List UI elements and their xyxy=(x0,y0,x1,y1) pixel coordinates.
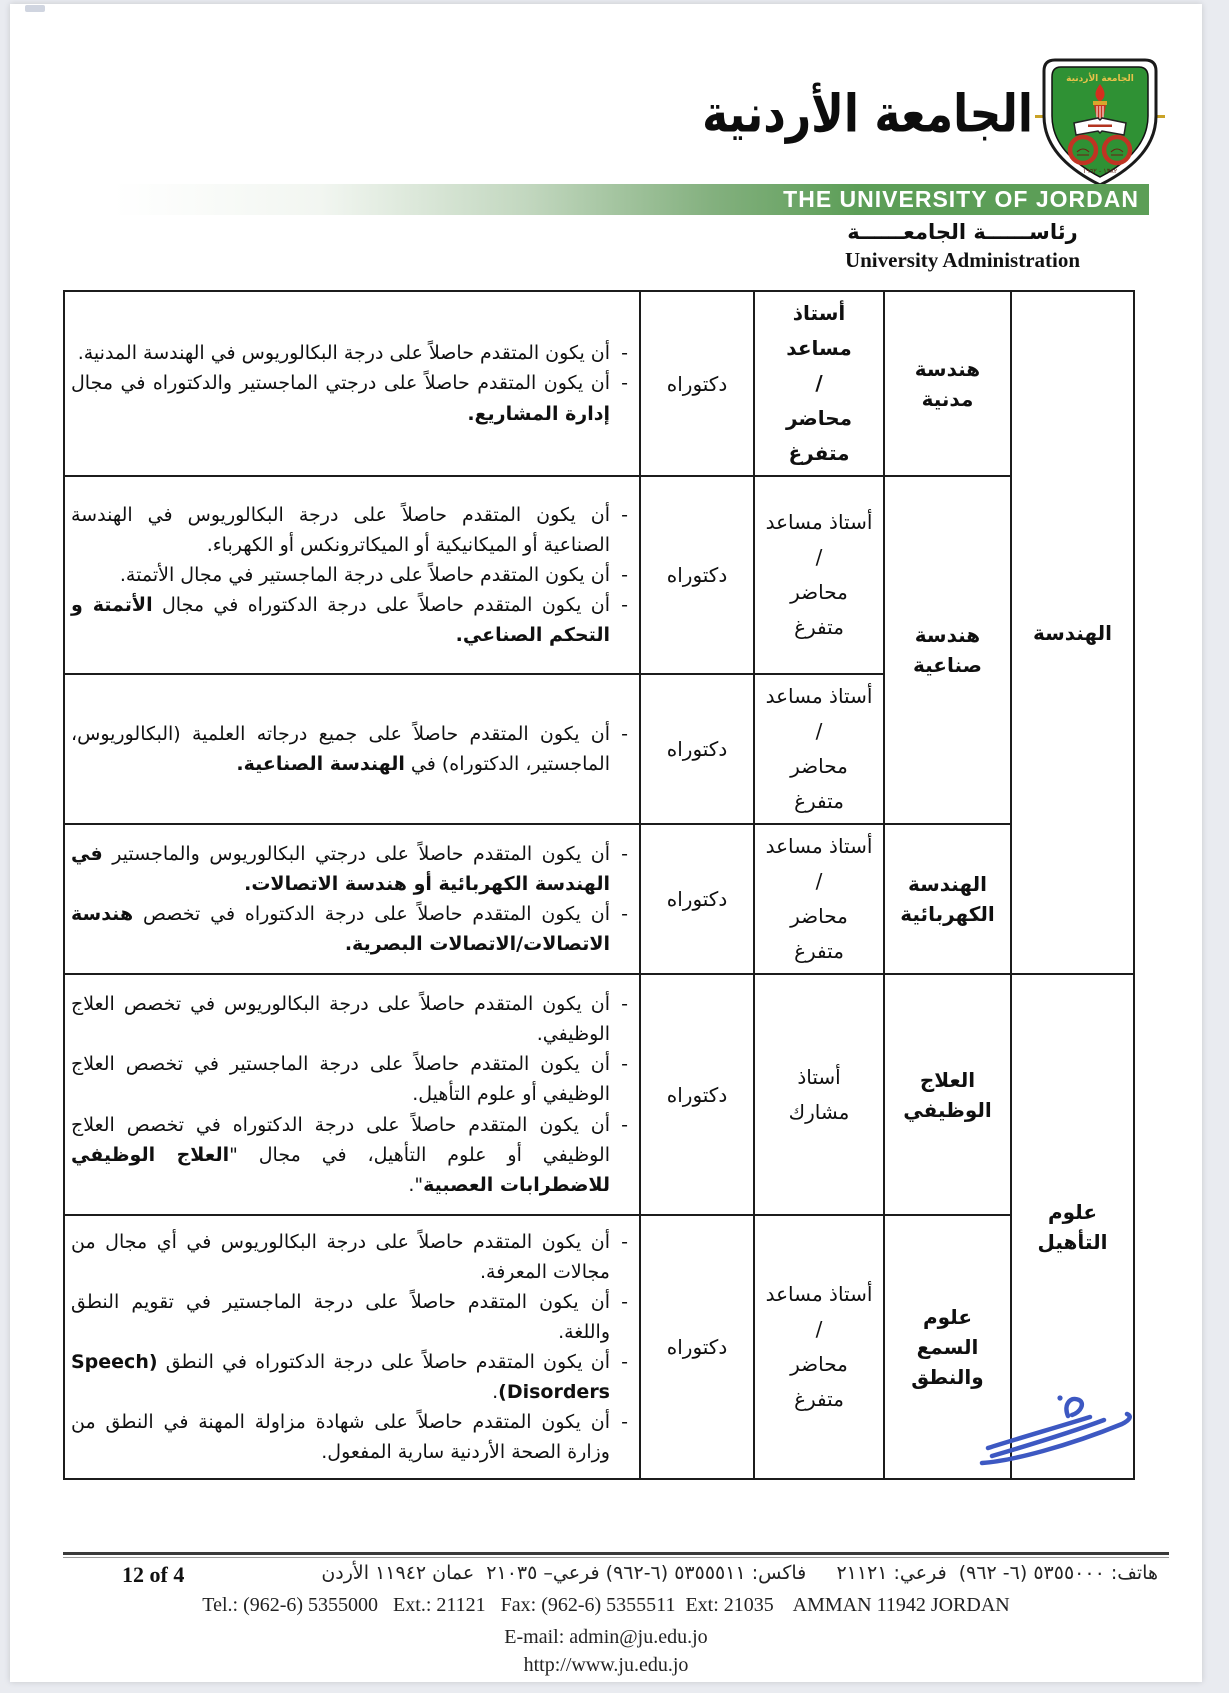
rank-line: محاضر xyxy=(790,580,848,604)
requirements-cell xyxy=(64,824,640,974)
requirement-item: - أن يكون المتقدم حاصلاً على جميع درجاته العلمية (البكالوريوس، الماجستير، الدكتوراه) في الهندسة الصناعية. xyxy=(71,719,631,779)
footer-divider xyxy=(63,1552,1169,1558)
requirement-item: - أن يكون المتقدم حاصلاً على درجة الدكتوراه في تخصص هندسة الاتصالات/الاتصالات البصرية. xyxy=(71,899,631,959)
rank-line: / xyxy=(815,719,823,743)
requirements-cell xyxy=(64,674,640,824)
faculty-cell-rehabilitation-sciences: علوم التأهيل xyxy=(1011,974,1134,1479)
requirements-list xyxy=(71,338,631,428)
emblem-top-text: الجامعة الأردنية xyxy=(1066,74,1134,84)
department-cell-electrical-engineering: الهندسة الكهربائية xyxy=(884,824,1011,974)
rank-line: متفرغ xyxy=(794,1387,844,1411)
scan-artifact xyxy=(25,5,45,12)
rank-cell xyxy=(754,974,884,1215)
rank-line: متفرغ xyxy=(794,939,844,963)
torch-band xyxy=(1093,101,1107,105)
green-banner xyxy=(113,184,1149,215)
rank-line: محاضر xyxy=(785,406,853,430)
administration-title-en: University Administration xyxy=(844,248,1081,272)
rank-cell xyxy=(754,1215,884,1479)
rank-line: أستاذ مساعد xyxy=(765,834,873,858)
rank-line: متفرغ xyxy=(794,789,844,813)
degree-cell: دكتوراه xyxy=(640,476,754,674)
requirement-item: - أن يكون المتقدم حاصلاً على درجتي الماجستير والدكتوراه في مجال إدارة المشاريع. xyxy=(71,368,631,428)
requirement-item: - أن يكون المتقدم حاصلاً على درجة الدكتوراه في مجال الأتمتة و التحكم الصناعي. xyxy=(71,590,631,650)
table-row xyxy=(64,291,1134,476)
emblem-seal-right xyxy=(1104,137,1130,163)
vacancies-requirements-table xyxy=(63,290,1135,1480)
university-emblem-icon xyxy=(1035,54,1165,190)
rank-line: محاضر xyxy=(790,754,848,778)
department-cell-hearing-speech-sciences: علوم السمع والنطق xyxy=(884,1215,1011,1479)
degree-cell: دكتوراه xyxy=(640,1215,754,1479)
rank-line: محاضر xyxy=(790,1352,848,1376)
requirement-item: - أن يكون المتقدم حاصلاً على درجة البكالوريوس في الهندسة الصناعية أو الميكانيكية أو الميكاترونكس أو الكهرباء. xyxy=(71,500,631,560)
requirement-item: - أن يكون المتقدم حاصلاً على درجة الدكتوراه في تخصص العلاج الوظيفي أو علوم التأهيل، في مجال "العلاج الوظيفي للاضطرابات العصبية". xyxy=(71,1110,631,1200)
rank-cell xyxy=(754,291,884,476)
requirement-item: - أن يكون المتقدم حاصلاً على درجة البكالوريوس في الهندسة المدنية. xyxy=(71,338,631,368)
rank-line: محاضر xyxy=(790,904,848,928)
requirements-cell xyxy=(64,1215,640,1479)
table-row xyxy=(64,824,1134,974)
rank-line: أستاذ مساعد xyxy=(765,1282,873,1306)
department-cell-industrial-engineering: هندسة صناعية xyxy=(884,476,1011,824)
requirements-list xyxy=(71,1227,631,1467)
footer-contact-english: Tel.: (962-6) 5355000 Ext.: 21121 Fax: (962-6) 5355511 Ext: 21035 AMMAN 11942 JORDAN xyxy=(202,1594,1010,1616)
requirements-list xyxy=(71,989,631,1199)
rank-cell xyxy=(754,476,884,674)
degree-cell: دكتوراه xyxy=(640,674,754,824)
degree-cell: دكتوراه xyxy=(640,824,754,974)
university-calligraphy-logo: الجامعة الأردنية xyxy=(702,83,1033,145)
department-cell-occupational-therapy: العلاج الوظيفي xyxy=(884,974,1011,1215)
footer-email: E-mail: admin@ju.edu.jo xyxy=(504,1626,708,1648)
rank-line: أستاذ مساعد xyxy=(786,301,852,360)
degree-cell: دكتوراه xyxy=(640,974,754,1215)
handwritten-signature xyxy=(968,1388,1143,1473)
requirement-item: - أن يكون المتقدم حاصلاً على درجة الدكتوراه في النطق (Speech Disorders). xyxy=(71,1347,631,1407)
rank-line: أستاذ مساعد xyxy=(765,684,873,708)
department-cell-civil-engineering: هندسة مدنية xyxy=(884,291,1011,476)
rank-cell xyxy=(754,674,884,824)
requirements-list xyxy=(71,500,631,650)
rank-line: أستاذ مساعد xyxy=(765,510,873,534)
rank-line: / xyxy=(815,371,823,395)
requirements-list xyxy=(71,839,631,959)
requirement-item: - أن يكون المتقدم حاصلاً على درجة البكالوريوس في أي مجال من مجالات المعرفة. xyxy=(71,1227,631,1287)
emblem-dates: ١٣٨٢ - ١٩٦٢ xyxy=(1082,167,1118,175)
book-text-line xyxy=(1088,125,1112,128)
table-row xyxy=(64,974,1134,1215)
footer-website-url: http://www.ju.edu.jo xyxy=(523,1654,689,1676)
rank-line: / xyxy=(815,1317,823,1341)
rank-line: / xyxy=(815,869,823,893)
rank-cell xyxy=(754,824,884,974)
administration-title-ar: رئاســــــة الجامعــــــة xyxy=(847,220,1078,244)
requirement-item: - أن يكون المتقدم حاصلاً على درجة الماجستير في تخصص العلاج الوظيفي أو علوم التأهيل. xyxy=(71,1049,631,1109)
requirement-item: - أن يكون المتقدم حاصلاً على درجة الماجستير في تقويم النطق واللغة. xyxy=(71,1287,631,1347)
emblem-seal-left xyxy=(1070,137,1096,163)
requirements-cell xyxy=(64,974,640,1215)
document-page xyxy=(10,4,1202,1682)
rank-line: مشارك xyxy=(788,1099,850,1124)
requirement-item: - أن يكون المتقدم حاصلاً على شهادة مزاولة المهنة في النطق من وزارة الصحة الأردنية سارية المفعول. xyxy=(71,1407,631,1467)
rank-line: أستاذ xyxy=(797,1064,841,1089)
footer-contact-arabic: هاتف: ٥٣٥٥٠٠٠ (٦- ٩٦٢) فرعي: ٢١١٢١ فاكس: ٥٣٥٥٥١١ (٦-٩٦٢) فرعي– ٢١٠٣٥ عمان ١١٩٤٢ الأردن xyxy=(321,1562,1158,1584)
rank-line: متفرغ xyxy=(788,441,850,465)
requirements-list xyxy=(71,719,631,779)
requirement-item: - أن يكون المتقدم حاصلاً على درجة الماجستير في مجال الأتمتة. xyxy=(71,560,631,590)
requirements-cell xyxy=(64,291,640,476)
degree-cell: دكتوراه xyxy=(640,291,754,476)
requirements-cell xyxy=(64,476,640,674)
faculty-cell-engineering: الهندسة xyxy=(1011,291,1134,974)
banner-title: THE UNIVERSITY OF JORDAN xyxy=(783,186,1139,212)
rank-line: متفرغ xyxy=(794,615,844,639)
administration-block xyxy=(810,220,1115,273)
requirement-item: - أن يكون المتقدم حاصلاً على درجتي البكالوريوس والماجستير في الهندسة الكهربائية أو هندسة الاتصالات. xyxy=(71,839,631,899)
page-number: 12 of 4 xyxy=(122,1562,185,1587)
requirement-item: - أن يكون المتقدم حاصلاً على درجة البكالوريوس في تخصص العلاج الوظيفي. xyxy=(71,989,631,1049)
table-row xyxy=(64,476,1134,674)
rank-line: / xyxy=(815,545,823,569)
